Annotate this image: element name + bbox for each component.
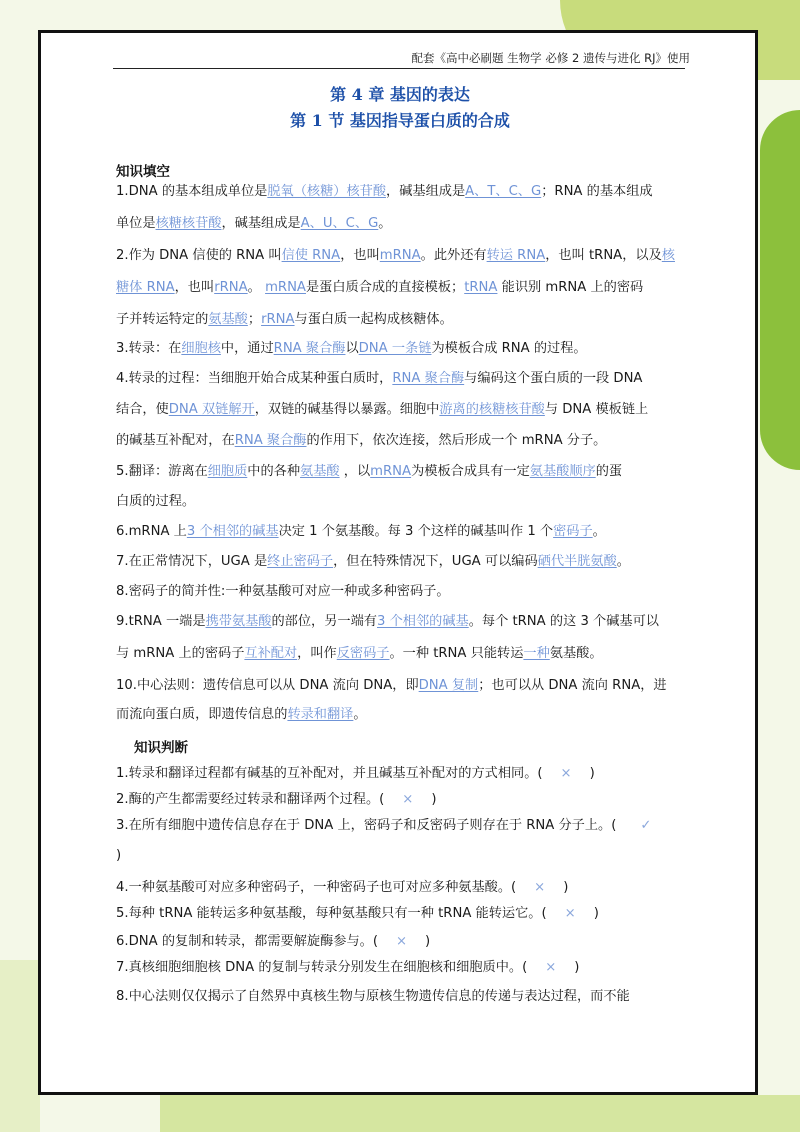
text-segment: 的碱基互补配对，在 [116,433,235,448]
text-segment: 单位是 [116,216,156,231]
text-segment: 是蛋白质合成的直接模板； [305,280,465,295]
text-segment: ；也可以从 DNA 流向 RNA，进 [478,678,667,693]
text-segment: 能识别 mRNA 上的密码 [497,280,644,295]
text-segment: 与编码这个蛋白质的一段 DNA [464,371,643,386]
text-segment: 以 [345,341,359,356]
section-title: 第 1 节 基因指导蛋白质的合成 [290,111,510,130]
book-reference-header: 配套《高中必刷题 生物学 必修 2 遗传与进化 RJ》使用 [411,51,690,65]
text-segment: 7.在正常情况下，UGA 是 [116,554,268,569]
text-segment: 为模板合成具有一定 [411,464,530,479]
background-decoration-right [760,110,800,470]
background-decoration-left [0,960,40,1132]
answer-blank: 细胞核 [181,341,221,356]
answer-blank: 信使 RNA [281,248,341,263]
text-segment: ，也叫 [174,280,215,295]
fill-line-1 [116,182,686,202]
text-segment: 6.mRNA 上 [116,524,187,539]
answer-blank: 转运 RNA [486,248,546,263]
text-segment: ； [247,312,262,327]
answer-blank: 3 个相邻的碱基 [377,614,469,629]
text-segment: 1.转录和翻译过程都有碱基的互补配对，并且碱基互补配对的方式相同。( [116,766,543,781]
answer-blank: A、U、C、G [300,216,379,231]
text-segment: 与 mRNA 上的密码子 [116,646,245,661]
answer-blank: 糖体 RNA [116,280,175,295]
answer-blank: 终止密码子 [267,554,334,569]
text-segment: 白质的过程。 [116,494,196,509]
judge-item-3 [116,816,686,836]
chapter-title: 第 4 章 基因的表达 [330,85,470,104]
cross-mark-icon: × [560,766,572,781]
judge-item-2 [116,790,686,810]
answer-blank: RNA 聚合酶 [273,341,346,356]
answer-blank: 氨基酸顺序 [529,464,596,479]
text-segment: 2.酶的产生都需要经过转录和翻译两个过程。( [116,792,385,807]
text-segment: 。 [616,554,630,569]
text-segment: 。 [247,280,266,295]
answer-blank: 游离的核糖核苷酸 [439,402,545,417]
fill-line-14 [116,582,686,602]
text-segment: ) [116,848,122,863]
fill-line-12 [116,522,686,542]
text-segment: 中的各种 [247,464,301,479]
check-mark-icon: ✓ [640,818,652,833]
text-segment: 。一种 tRNA 只能转运 [389,646,524,661]
text-segment: ，以 [339,464,371,479]
cross-mark-icon: × [545,960,557,975]
answer-blank: 密码子 [553,524,593,539]
text-segment: ) [431,792,437,807]
text-segment: ) [589,766,595,781]
cross-mark-icon: × [534,880,546,895]
text-segment: 与蛋白质一起构成核糖体。 [294,312,453,327]
text-segment: ) [574,960,580,975]
answer-blank: RNA 聚合酶 [234,433,307,448]
text-segment: 4.转录的过程：当细胞开始合成某种蛋白质时， [116,371,393,386]
answer-blank: 核 [661,248,675,263]
fill-line-3 [116,246,686,266]
text-segment: 10.中心法则：遗传信息可以从 DNA 流向 DNA，即 [116,678,419,693]
text-segment: 8.密码子的简并性:一种氨基酸可对应一种或多种密码子。 [116,584,450,599]
text-segment: 5.翻译：游离在 [116,464,208,479]
answer-blank: 携带氨基酸 [205,614,272,629]
fill-line-5 [116,310,686,330]
text-segment: 。此外还有 [420,248,487,263]
text-segment: 决定 1 个氨基酸。每 3 个这样的碱基叫作 1 个 [278,524,554,539]
text-segment: ) [563,880,569,895]
text-segment: 子并转运特定的 [116,312,209,327]
text-segment: ；RNA 的基本组成 [541,184,653,199]
text-segment: 2.作为 DNA 信使的 RNA 叫 [116,248,282,263]
fill-line-6 [116,339,686,359]
fill-line-4 [116,278,686,298]
answer-blank: DNA 双链解开 [168,402,255,417]
answer-blank: tRNA [464,280,498,295]
answer-blank: 反密码子 [336,646,390,661]
answer-blank: 硒代半胱氨酸 [537,554,617,569]
answer-blank: mRNA [370,464,412,479]
text-segment: 的作用下，依次连接，然后形成一个 mRNA 分子。 [306,433,607,448]
text-segment: 的蛋 [595,464,623,479]
judge-item-3-continuation [116,846,686,866]
answer-blank: 细胞质 [207,464,248,479]
answer-blank: mRNA [379,248,421,263]
fill-line-8 [116,400,686,420]
fill-line-9 [116,431,686,451]
cross-mark-icon: × [395,934,408,949]
text-segment: ，碱基组成是 [221,216,301,231]
text-segment: 。 [378,216,392,231]
answer-blank: 氨基酸 [300,464,340,479]
text-segment: 的部位，另一端有 [271,614,377,629]
text-segment: 5.每种 tRNA 能转运多种氨基酸，每种氨基酸只有一种 tRNA 能转运它。( [116,906,547,921]
text-segment: 。每个 tRNA 的这 3 个碱基可以 [468,614,659,629]
text-segment: 氨基酸。 [549,646,603,661]
text-segment: ，双链的碱基得以暴露。细胞中 [254,402,440,417]
text-segment: ，碱基组成是 [386,184,466,199]
judgment-heading: 知识判断 [134,740,188,756]
fill-line-7 [116,369,686,389]
answer-blank: 氨基酸 [208,312,248,327]
text-segment: ，也叫 [340,248,380,263]
text-segment: 4.一种氨基酸可对应多种密码子，一种密码子也可对应多种氨基酸。( [116,880,517,895]
judge-item-7 [116,958,686,978]
text-segment: 为模板合成 RNA 的过程。 [431,341,587,356]
fill-line-18 [116,705,686,725]
fill-line-15 [116,612,686,632]
judge-item-1 [116,764,686,784]
text-segment: 3.在所有细胞中遗传信息存在于 DNA 上，密码子和反密码子则存在于 RNA 分子上。( [116,818,617,833]
fill-line-11 [116,492,686,512]
answer-blank: A、T、C、G [465,184,542,199]
text-segment: ) [425,934,431,949]
judge-item-8 [116,987,686,1007]
text-segment: ，也叫 tRNA，以及 [545,248,662,263]
fill-line-10 [116,462,686,482]
text-segment: 与 DNA 模板链上 [544,402,649,417]
fill-line-13 [116,552,686,572]
answer-blank: 一种 [523,646,550,661]
text-segment: 。 [592,524,606,539]
answer-blank: 3 个相邻的碱基 [186,524,279,539]
answer-blank: 核糖核苷酸 [155,216,222,231]
answer-blank: RNA 聚合酶 [392,371,465,386]
background-decoration-bottom [160,1095,800,1132]
judge-item-4 [116,878,686,898]
text-segment: 1.DNA 的基本组成单位是 [116,184,268,199]
answer-blank: 互补配对 [244,646,298,661]
answer-blank: DNA 一条链 [358,341,432,356]
answer-blank: rRNA [261,312,295,327]
fill-in-heading: 知识填空 [116,164,170,180]
text-segment: 6.DNA 的复制和转录，都需要解旋酶参与。( [116,934,378,949]
text-segment: ，叫作 [297,646,337,661]
answer-blank: mRNA [265,280,306,295]
cross-mark-icon: × [402,792,414,807]
text-segment: 7.真核细胞细胞核 DNA 的复制与转录分别发生在细胞核和细胞质中。( [116,960,528,975]
fill-line-17 [116,676,686,696]
text-segment: ，但在特殊情况下，UGA 可以编码 [333,554,538,569]
fill-line-16 [116,644,686,664]
answer-blank: 转录和翻译 [287,707,354,722]
answer-blank: 脱氧（核糖）核苷酸 [267,184,387,199]
cross-mark-icon: × [564,906,576,921]
judge-item-6 [116,932,686,952]
fill-line-2 [116,214,686,234]
answer-blank: DNA 复制 [418,678,479,693]
answer-blank: rRNA [214,280,248,295]
text-segment: 中，通过 [220,341,274,356]
header-divider [113,68,685,69]
text-segment: 结合，使 [116,402,169,417]
text-segment: 9.tRNA 一端是 [116,614,206,629]
text-segment: 8.中心法则仅仅揭示了自然界中真核生物与原核生物遗传信息的传递与表达过程，而不能 [116,989,630,1004]
text-segment: 3.转录：在 [116,341,182,356]
judge-item-5 [116,904,686,924]
text-segment: ) [593,906,599,921]
text-segment: 而流向蛋白质，即遗传信息的 [116,707,288,722]
text-segment: 。 [353,707,367,722]
